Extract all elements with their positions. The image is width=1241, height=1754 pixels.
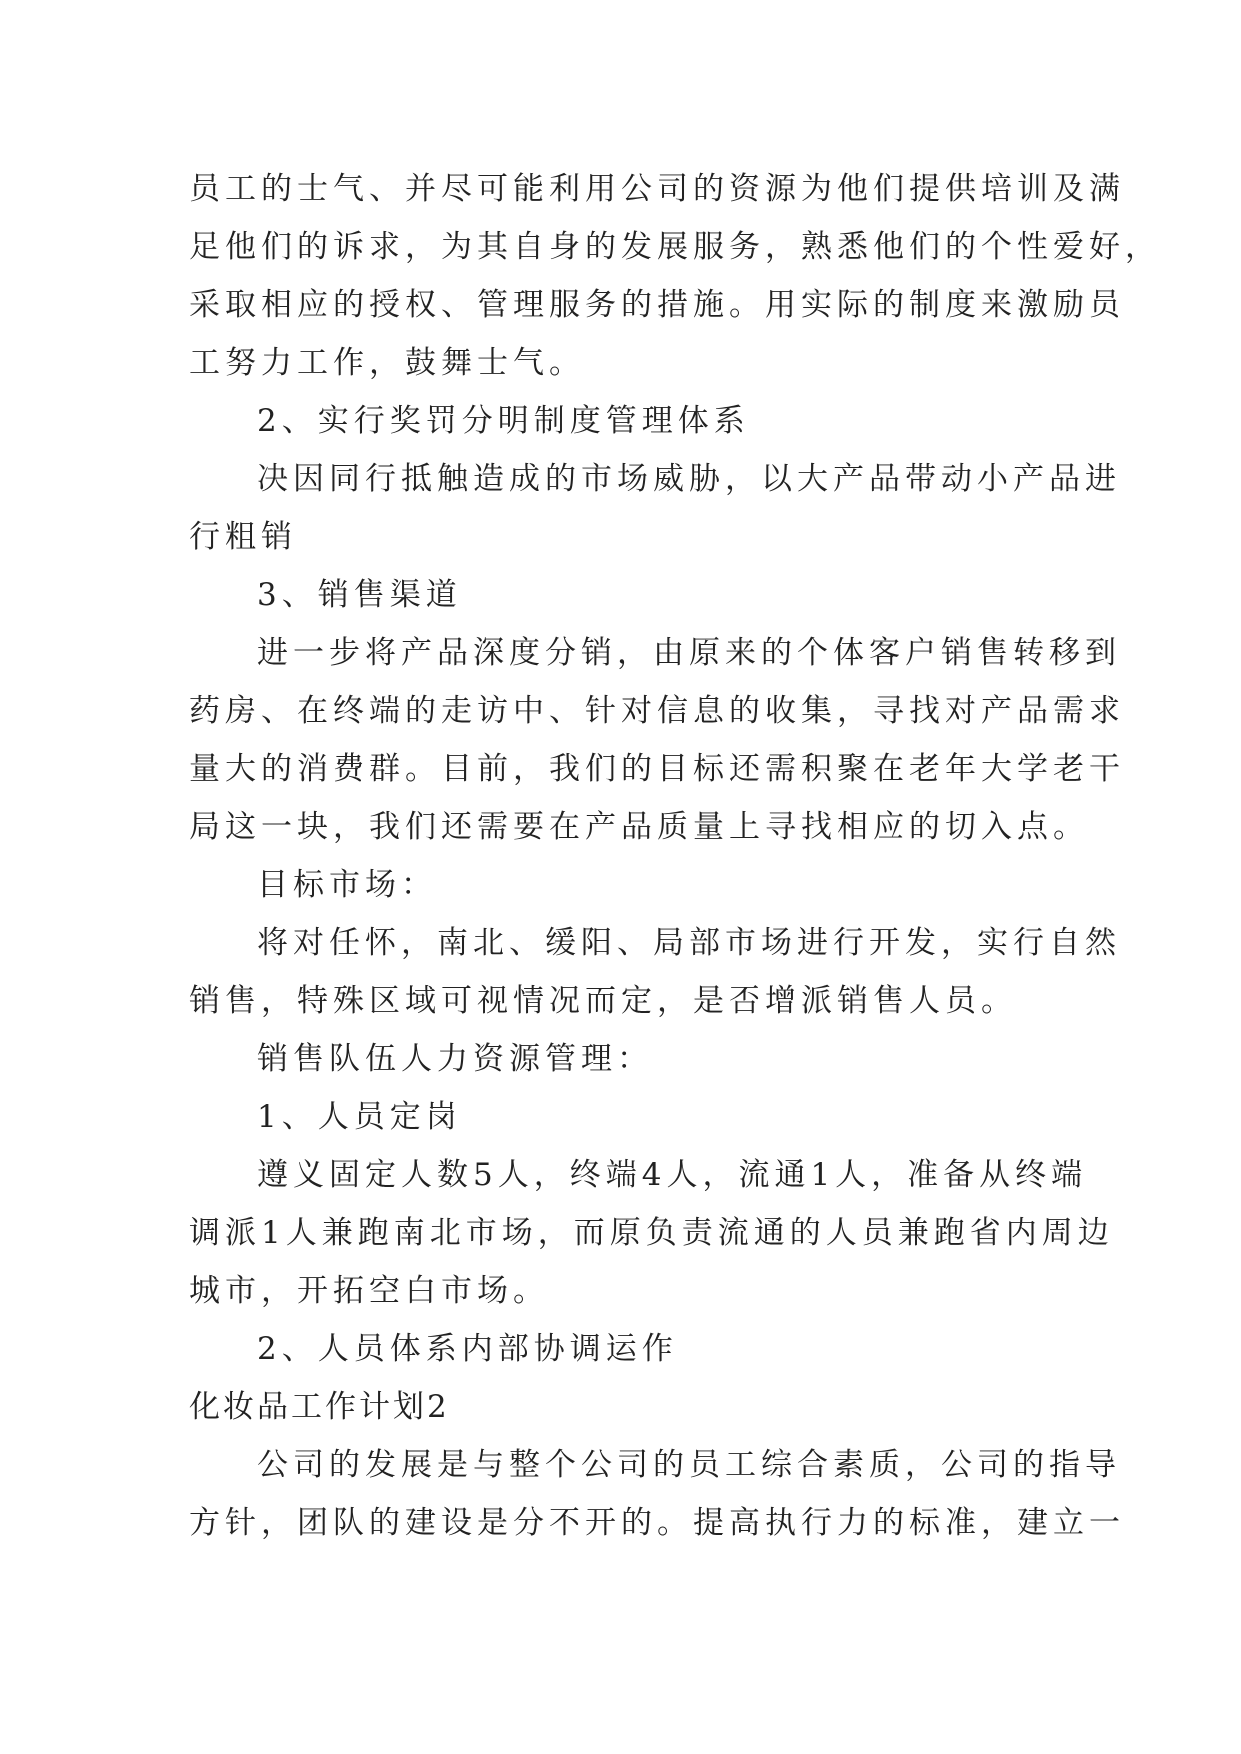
text-line: 足他们的诉求，为其自身的发展服务，熟悉他们的个性爱好， [189, 229, 1161, 265]
document-page [189, 160, 1161, 1552]
text-line: 局这一块，我们还需要在产品质量上寻找相应的切入点。 [189, 809, 1089, 845]
text-line: 采取相应的授权、管理服务的措施。用实际的制度来激励员 [189, 287, 1125, 323]
text-line: 员工的士气、并尽可能利用公司的资源为他们提供培训及满 [189, 171, 1125, 207]
text-line: 将对任怀，南北、缓阳、局部市场进行开发，实行自然 [257, 925, 1121, 961]
text-line: 决因同行抵触造成的市场威胁，以大产品带动小产品进 [257, 461, 1121, 497]
text-line: 城市，开拓空白市场。 [189, 1273, 549, 1309]
text-line: 销售，特殊区域可视情况而定，是否增派销售人员。 [189, 983, 1017, 1019]
text-line: 方针，团队的建设是分不开的。提高执行力的标准，建立一 [189, 1505, 1125, 1541]
section-heading: 1、人员定岗 [257, 1099, 462, 1135]
text-line: 进一步将产品深度分销，由原来的个体客户销售转移到 [257, 635, 1121, 671]
section-heading: 销售队伍人力资源管理： [257, 1041, 653, 1077]
section-heading: 2、实行奖罚分明制度管理体系 [257, 403, 750, 439]
section-heading: 3、销售渠道 [257, 577, 462, 613]
section-heading: 2、人员体系内部协调运作 [257, 1331, 678, 1367]
document-title: 化妆品工作计划2 [189, 1389, 450, 1425]
text-line: 公司的发展是与整个公司的员工综合素质，公司的指导 [257, 1447, 1121, 1483]
text-line: 调派1人兼跑南北市场，而原负责流通的人员兼跑省内周边 [189, 1215, 1114, 1251]
text-line: 遵义固定人数5人，终端4人，流通1人，准备从终端 [257, 1157, 1088, 1193]
text-line: 工努力工作，鼓舞士气。 [189, 345, 585, 381]
text-line: 药房、在终端的走访中、针对信息的收集，寻找对产品需求 [189, 693, 1125, 729]
text-line: 量大的消费群。目前，我们的目标还需积聚在老年大学老干 [189, 751, 1125, 787]
section-heading: 目标市场： [257, 867, 437, 903]
text-line: 行粗销 [189, 519, 297, 555]
